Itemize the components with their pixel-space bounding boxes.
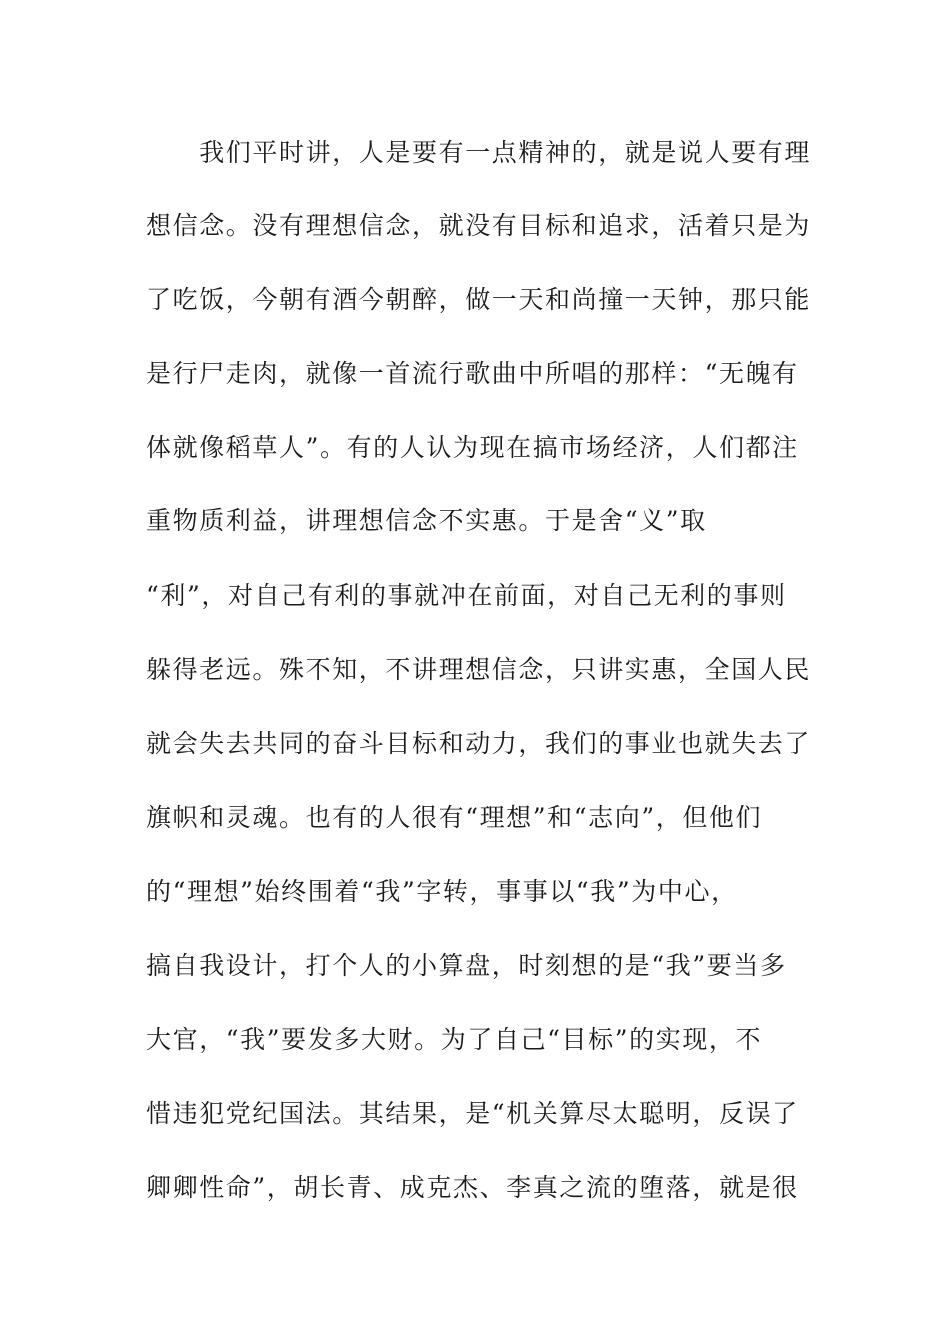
paragraph-line: 大官，“我”要发多大财。为了自己“目标”的实现，不 [146,1025,763,1054]
paragraph-line: 搞自我设计，打个人的小算盘，时刻想的是“我”要当多 [146,951,787,980]
paragraph-line: 躲得老远。殊不知，不讲理想信念，只讲实惠，全国人民 [146,655,812,684]
paragraph-line: 是行尸走肉，就像一首流行歌曲中所唱的那样：“无魄有 [146,359,799,388]
paragraph-line: 旗帜和灵魂。也有的人很有“理想”和“志向”，但他们 [146,803,763,832]
paragraph-line: “利”，对自己有利的事就冲在前面，对自己无利的事则 [146,581,787,610]
paragraph-line: 想信念。没有理想信念，就没有目标和追求，活着只是为 [146,211,812,240]
paragraph-line: 的“理想”始终围着“我”字转，事事以“我”为中心， [146,877,738,906]
paragraph-line: 重物质利益，讲理想信念不实惠。于是舍“义”取 [146,506,707,535]
paragraph-line: 我们平时讲，人是要有一点精神的，就是说人要有理 [146,138,812,167]
paragraph-line: 卿卿性命”，胡长青、成克杰、李真之流的堕落，就是很 [146,1173,799,1202]
paragraph-line: 就会失去共同的奋斗目标和动力，我们的事业也就失去了 [146,729,812,758]
paragraph-line: 惜违犯党纪国法。其结果，是“机关算尽太聪明，反误了 [146,1099,799,1128]
paragraph-line: 了吃饭，今朝有酒今朝醉，做一天和尚撞一天钟，那只能 [146,285,812,314]
paragraph-line: 体就像稻草人”。有的人认为现在搞市场经济，人们都注 [146,433,799,462]
